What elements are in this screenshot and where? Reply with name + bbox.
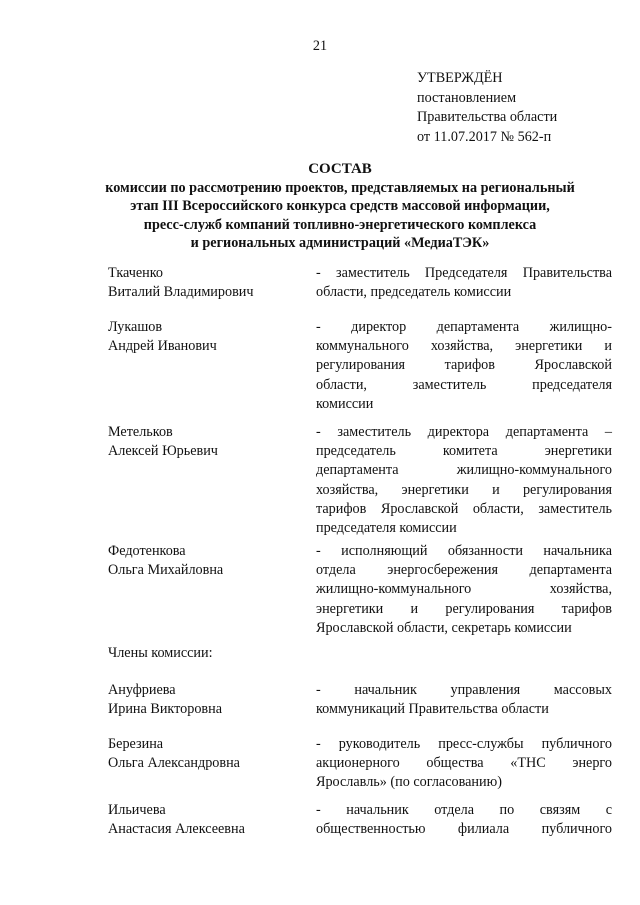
role-line: председатель комитета энергетики <box>316 443 612 460</box>
member-given-name: Андрей Иванович <box>108 338 217 355</box>
role-line: - исполняющий обязанности начальника <box>316 543 612 559</box>
role-line: комиссии <box>316 395 374 412</box>
role-line: - начальник управления массовых <box>316 682 612 698</box>
member-given-name: Ольга Михайловна <box>108 562 224 579</box>
member-name <box>108 681 308 719</box>
member-surname: Ильичева <box>108 802 166 818</box>
role-line: жилищно-коммунального хозяйства, <box>316 581 612 598</box>
role-line: регулирования тарифов Ярославской <box>316 357 612 374</box>
role-line: департамента жилищно-коммунального <box>316 462 612 479</box>
role-line: общественностью филиала публичного <box>316 821 612 838</box>
approval-line: постановлением <box>417 89 517 106</box>
member-name <box>108 264 308 302</box>
member-name <box>108 423 308 461</box>
page-number: 21 <box>312 38 328 54</box>
role-line: энергетики и регулирования тарифов <box>316 600 612 617</box>
role-line: хозяйства, энергетики и регулирования <box>316 481 612 498</box>
role-line: тарифов Ярославской области, заместитель <box>316 500 612 517</box>
member-name <box>108 318 308 356</box>
approval-line: от 11.07.2017 № 562-п <box>417 128 552 145</box>
role-line: акционерного общества «ТНС энерго <box>316 755 612 772</box>
member-surname: Федотенкова <box>108 543 186 559</box>
member-role <box>316 735 612 793</box>
approval-stamp <box>417 69 557 147</box>
role-line: области, заместитель председателя <box>316 376 612 393</box>
role-line: коммунального хозяйства, энергетики и <box>316 338 612 355</box>
member-given-name: Анастасия Алексеевна <box>108 821 245 838</box>
member-name <box>108 542 308 580</box>
role-line: - заместитель директора департамента – <box>316 424 612 440</box>
role-line: Ярославль» (по согласованию) <box>316 774 502 791</box>
member-given-name: Ольга Александровна <box>108 755 240 772</box>
title-line: комиссии по рассмотрению проектов, представляемых на региональный <box>105 179 575 196</box>
role-line: председателя комиссии <box>316 520 457 537</box>
approval-line: УТВЕРЖДЁН <box>417 70 503 86</box>
member-role <box>316 423 612 538</box>
member-surname: Ткаченко <box>108 265 164 281</box>
role-line: - директор департамента жилищно- <box>316 319 612 335</box>
role-line: отдела энергосбережения департамента <box>316 562 612 579</box>
member-role <box>316 681 612 719</box>
document-title <box>60 160 620 253</box>
member-surname: Ануфриева <box>108 682 176 698</box>
members-section-label: Члены комиссии: <box>108 645 213 661</box>
title-heading: СОСТАВ <box>308 161 372 177</box>
member-surname: Метельков <box>108 424 173 440</box>
role-line: области, председатель комиссии <box>316 284 512 301</box>
member-name <box>108 735 308 773</box>
member-role <box>316 318 612 414</box>
role-line: - руководитель пресс-службы публичного <box>316 736 612 752</box>
role-line: коммуникаций Правительства области <box>316 701 549 718</box>
role-line: - начальник отдела по связям с <box>316 802 612 818</box>
member-surname: Березина <box>108 736 164 752</box>
title-line: и региональных администраций «МедиаТЭК» <box>190 235 490 251</box>
member-name <box>108 801 308 839</box>
title-line: этап III Всероссийского конкурса средств массовой информации, <box>130 198 550 214</box>
member-given-name: Алексей Юрьевич <box>108 443 218 460</box>
member-surname: Лукашов <box>108 319 163 335</box>
title-line: пресс-служб компаний топливно-энергетического комплекса <box>143 216 537 233</box>
member-given-name: Виталий Владимирович <box>108 284 254 301</box>
approval-line: Правительства области <box>417 109 558 125</box>
member-role <box>316 801 612 839</box>
role-line: - заместитель Председателя Правительства <box>316 265 612 281</box>
member-role <box>316 542 612 638</box>
member-role <box>316 264 612 302</box>
member-given-name: Ирина Викторовна <box>108 701 223 718</box>
role-line: Ярославской области, секретарь комиссии <box>316 619 572 636</box>
